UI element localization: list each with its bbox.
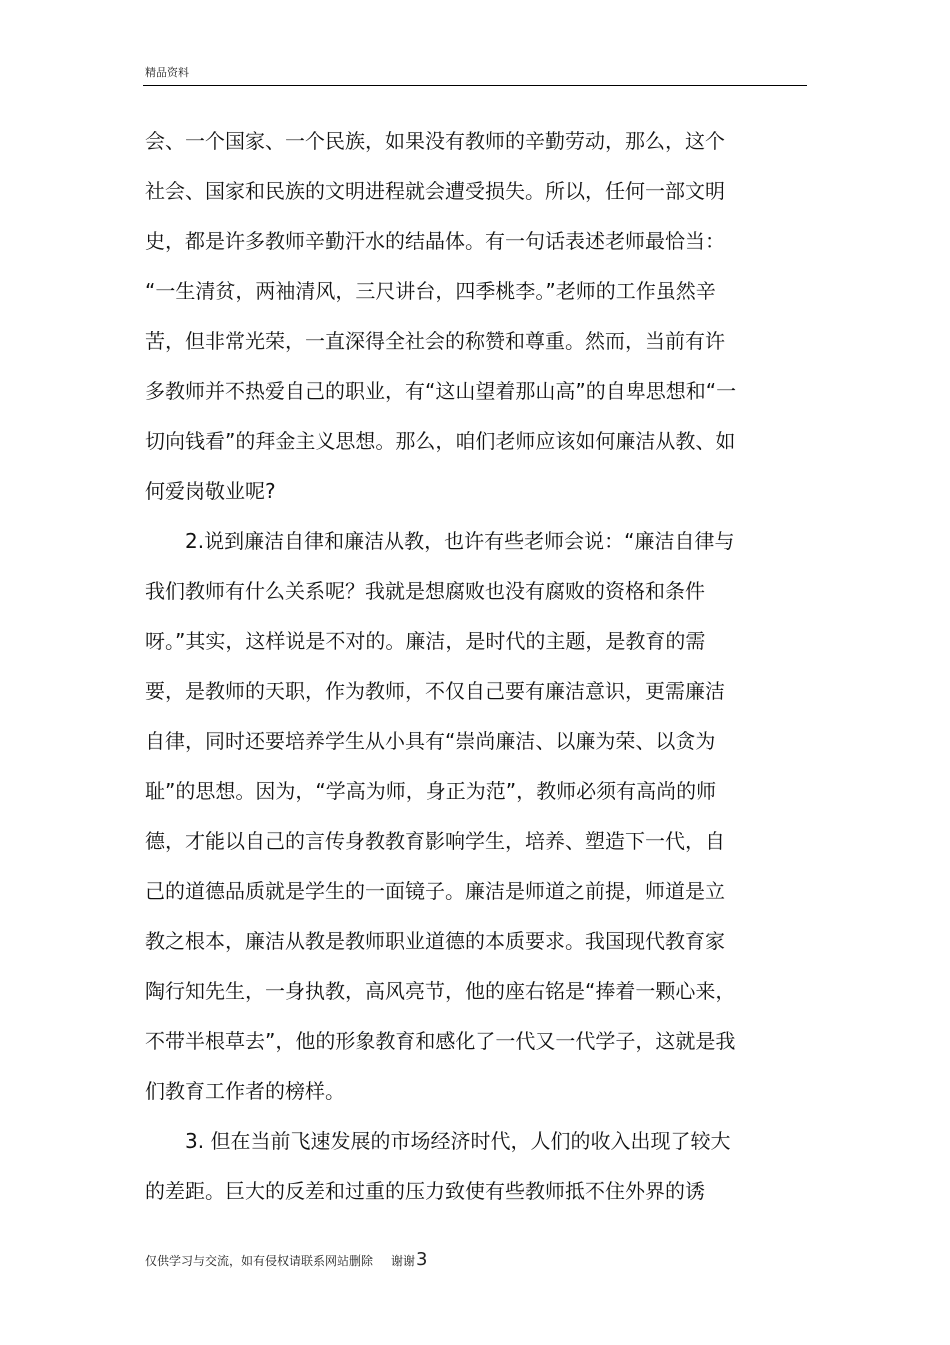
- footer-notice: 仅供学习与交流，如有侵权请联系网站删除: [145, 1254, 374, 1268]
- text-line: 不带半根草去”，他的形象教育和感化了一代又一代学子，这就是我: [145, 1029, 736, 1053]
- text-line: 教之根本，廉洁从教是教师职业道德的本质要求。我国现代教育家: [145, 929, 725, 953]
- text-line: 的差距。巨大的反差和过重的压力致使有些教师抵不住外界的诱: [145, 1179, 705, 1203]
- header-divider: [143, 85, 807, 86]
- paragraph-first-line: 2.说到廉洁自律和廉洁从教，也许有些老师会说：“廉洁自律与: [185, 529, 735, 553]
- text-line: 苦，但非常光荣，一直深得全社会的称赞和尊重。然而，当前有许: [145, 329, 725, 353]
- text-line: 耻”的思想。因为，“学高为师，身正为范”，教师必须有高尚的师: [145, 779, 717, 803]
- text-line: 社会、国家和民族的文明进程就会遭受损失。所以，任何一部文明: [145, 179, 725, 203]
- text-line: 德，才能以自己的言传身教教育影响学生，培养、塑造下一代，自: [145, 829, 725, 853]
- footer-thanks: 谢谢: [391, 1254, 416, 1268]
- page-header-label: 精品资料: [145, 66, 189, 79]
- page-footer: [145, 1250, 427, 1271]
- text-line: 自律，同时还要培养学生从小具有“崇尚廉洁、以廉为荣、以贪为: [145, 729, 716, 753]
- text-line: 要，是教师的天职，作为教师，不仅自己要有廉洁意识，更需廉洁: [145, 679, 725, 703]
- text-line: 切向钱看”的拜金主义思想。那么，咱们老师应该如何廉洁从教、如: [145, 429, 736, 453]
- document-body: [145, 124, 825, 1224]
- text-line: 我们教师有什么关系呢？我就是想腐败也没有腐败的资格和条件: [145, 579, 705, 603]
- text-line: “一生清贫，两袖清风，三尺讲台，四季桃李。”老师的工作虽然辛: [145, 279, 716, 303]
- page-number: 3: [416, 1249, 428, 1270]
- text-line: 呀。”其实，这样说是不对的。廉洁，是时代的主题，是教育的需: [145, 629, 706, 653]
- text-line: 会、一个国家、一个民族，如果没有教师的辛勤劳动，那么，这个: [145, 129, 725, 153]
- text-line: 多教师并不热爱自己的职业，有“这山望着那山高”的自卑思想和“一: [145, 379, 737, 403]
- text-line: 史，都是许多教师辛勤汗水的结晶体。有一句话表述老师最恰当：: [145, 229, 725, 253]
- text-line: 陶行知先生，一身执教，高风亮节，他的座右铭是“捧着一颗心来，: [145, 979, 736, 1003]
- text-line: 己的道德品质就是学生的一面镜子。廉洁是师道之前提，师道是立: [145, 879, 725, 903]
- paragraph-first-line: 3. 但在当前飞速发展的市场经济时代，人们的收入出现了较大: [185, 1129, 731, 1153]
- text-line: 们教育工作者的榜样。: [145, 1079, 345, 1103]
- text-line: 何爱岗敬业呢?: [145, 479, 276, 503]
